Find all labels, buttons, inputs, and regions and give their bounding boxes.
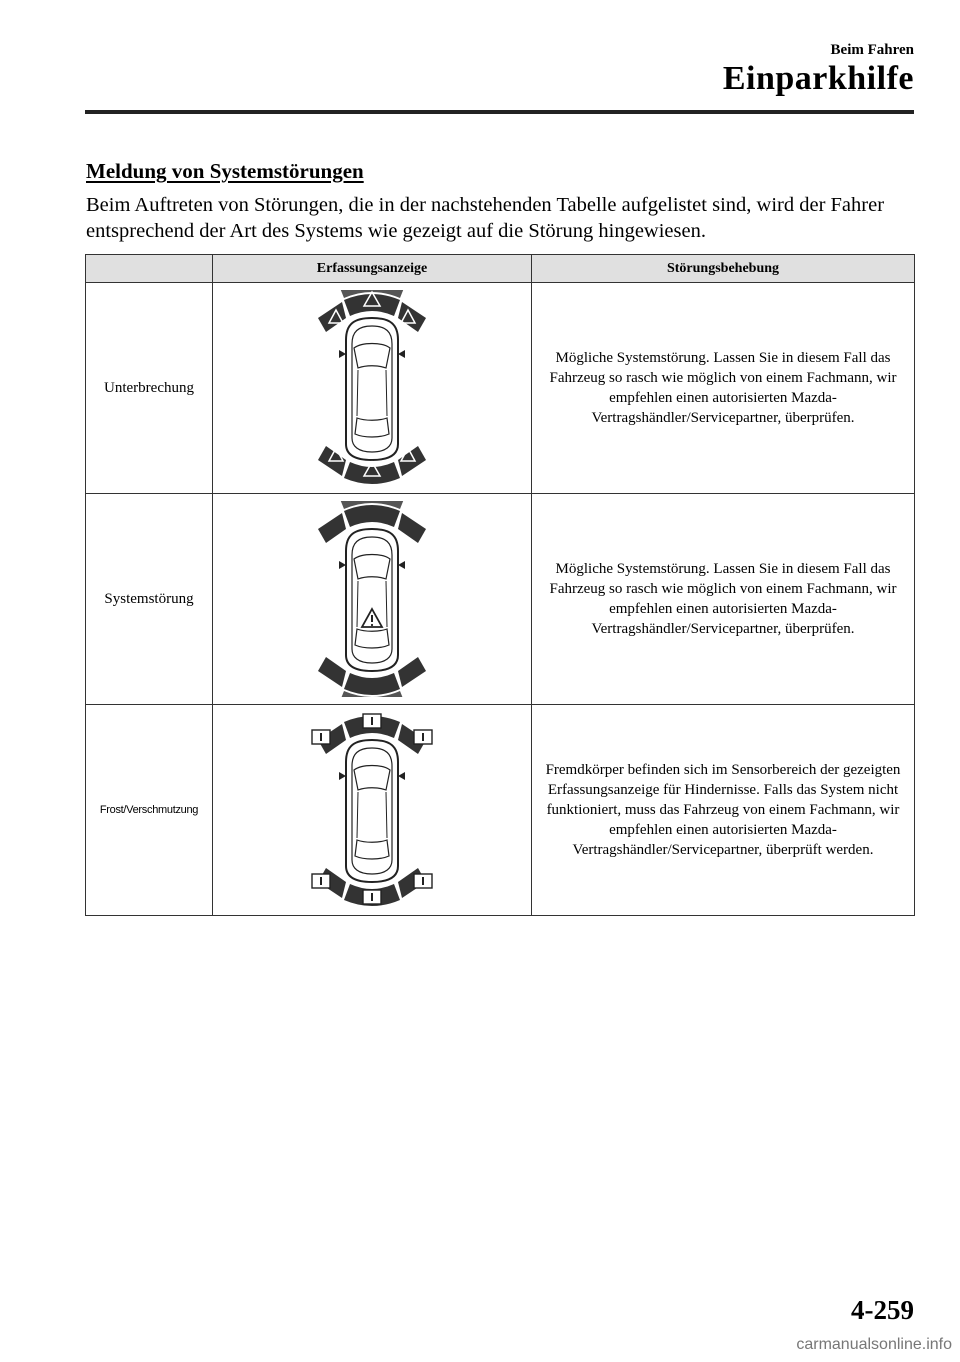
column-header-blank xyxy=(86,255,213,283)
footer-watermark: carmanualsonline.info xyxy=(796,1336,952,1353)
row-icon-cell xyxy=(213,283,532,494)
table-row xyxy=(86,494,915,705)
row-remedy: Mögliche Systemstörung. Lassen Sie in diesem Fall das Fahrzeug so rasch wie möglich von einem Fachmann, wir empfehlen einen autorisierten Mazda-Vertragshändler/Servicepartner, überprüfen. xyxy=(532,283,915,494)
page-number: 4-259 xyxy=(851,1295,914,1325)
chapter-title: Beim Fahren xyxy=(830,42,914,58)
section-title: Einparkhilfe xyxy=(722,60,914,97)
row-remedy: Mögliche Systemstörung. Lassen Sie in diesem Fall das Fahrzeug so rasch wie möglich von einem Fachmann, wir empfehlen einen autorisierten Mazda-Vertragshändler/Servicepartner, überprüfen. xyxy=(532,494,915,705)
row-label: Systemstörung xyxy=(86,494,213,705)
frost-dirt-manual-icon xyxy=(302,712,442,908)
system-fault-warning-icon xyxy=(302,501,442,697)
row-label: Frost/Verschmutzung xyxy=(86,705,213,916)
table-row xyxy=(86,705,915,916)
fault-table xyxy=(85,254,915,916)
header-rule xyxy=(85,110,914,114)
row-icon-cell xyxy=(213,705,532,916)
row-label: Unterbrechung xyxy=(86,283,213,494)
row-icon-cell xyxy=(213,494,532,705)
interruption-warning-icon xyxy=(302,290,442,486)
table-row xyxy=(86,283,915,494)
row-remedy: Fremdkörper befinden sich im Sensorbereich der gezeigten Erfassungsanzeige für Hindernisse. Falls das System nicht funktioniert, muss das Fahrzeug von einem Fachmann, wir empfehlen einen autorisierten Mazda-Vertragshändler/Servicepartner, überprüft werden. xyxy=(532,705,915,916)
intro-paragraph: Beim Auftreten von Störungen, die in der nachstehenden Tabelle aufgelistet sind, wird der Fahrer entsprechend der Art des Systems wie gezeigt auf die Störung hingewiesen. xyxy=(86,194,885,242)
column-header-display: Erfassungsanzeige xyxy=(213,255,532,283)
page-heading: Meldung von Systemstörungen xyxy=(86,159,364,183)
column-header-remedy: Störungsbehebung xyxy=(532,255,915,283)
table-header-row xyxy=(86,255,915,283)
